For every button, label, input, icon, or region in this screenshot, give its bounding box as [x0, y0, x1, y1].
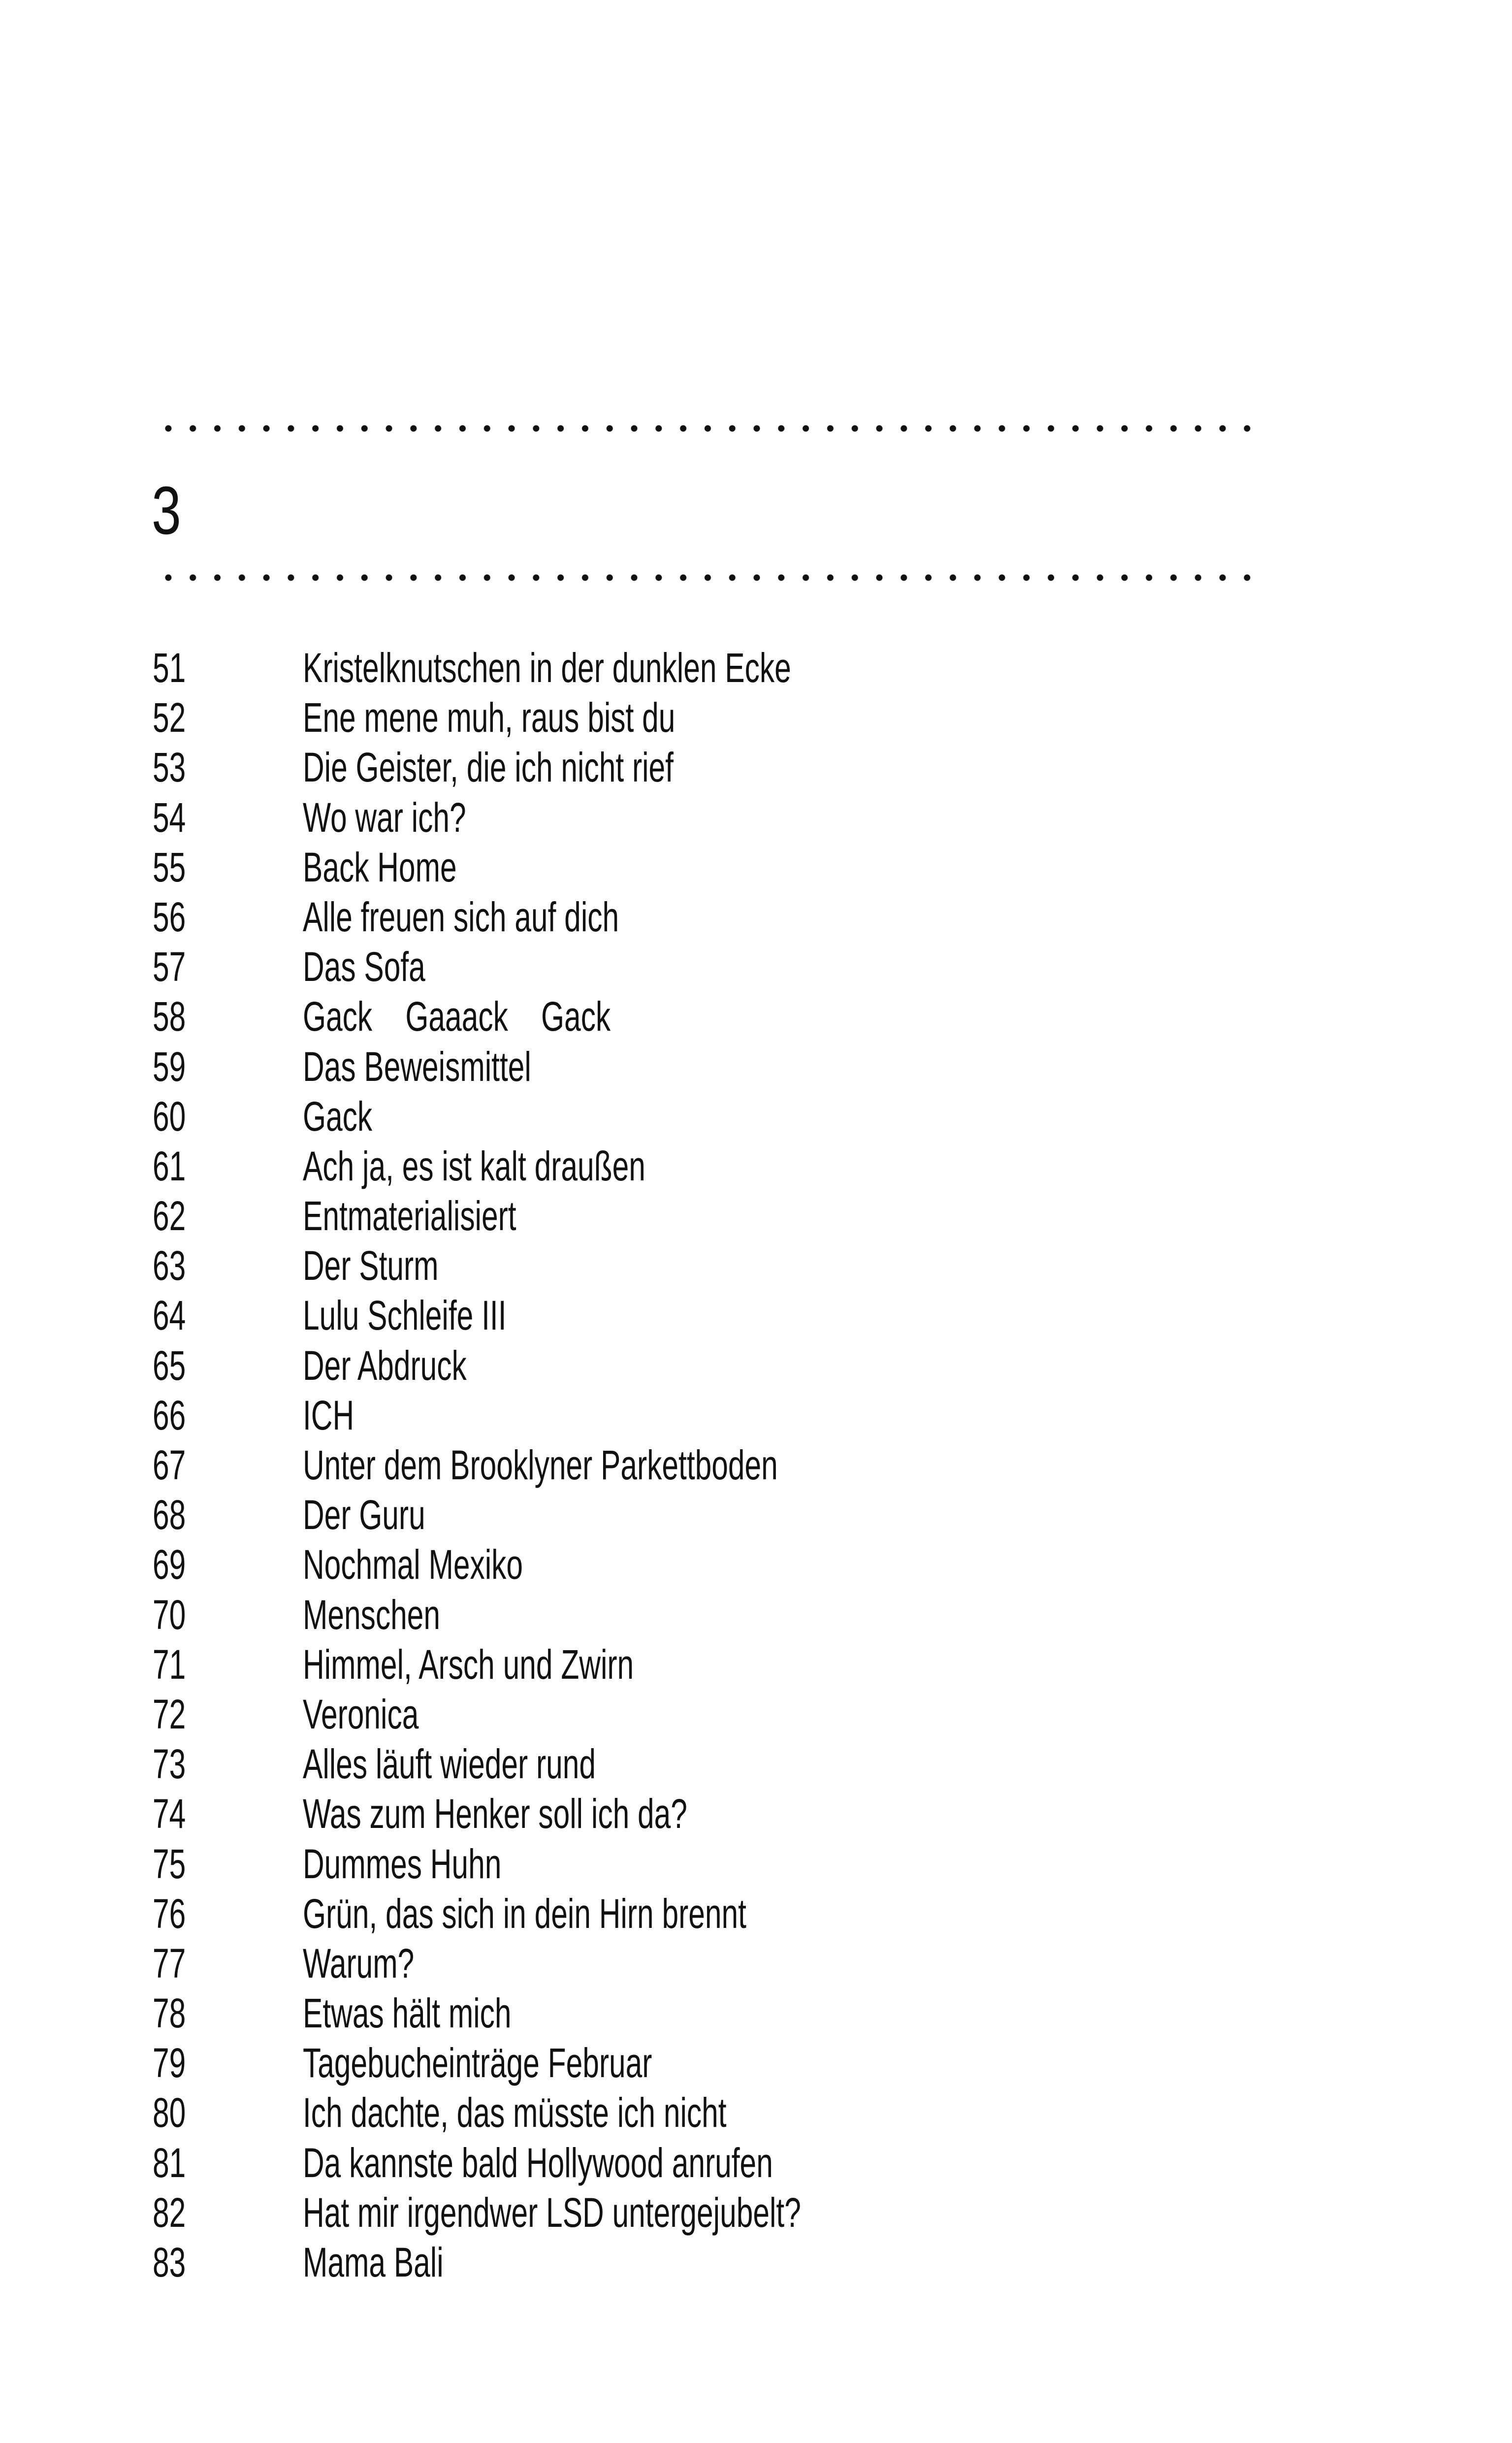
toc-entry: [153, 2138, 1285, 2188]
chapter-number: 62: [153, 1193, 186, 1239]
toc-entry: [153, 1490, 1285, 1540]
chapter-title: Grün, das sich in dein Hirn brennt: [303, 1890, 746, 1937]
chapter-title: Warum?: [303, 1940, 415, 1987]
chapter-number: 74: [153, 1791, 186, 1837]
chapter-number: 58: [153, 993, 186, 1040]
chapter-title: Was zum Henker soll ich da?: [303, 1791, 687, 1837]
toc-entry: [153, 942, 1285, 992]
toc-entry: [153, 843, 1285, 892]
chapter-title: Alles läuft wieder rund: [303, 1741, 596, 1788]
chapter-title: Gack Gaaack Gack: [303, 993, 611, 1040]
chapter-number: 79: [153, 2040, 186, 2086]
chapter-title: Ene mene muh, raus bist du: [303, 694, 676, 741]
chapter-title: Lulu Schleife III: [303, 1292, 507, 1339]
toc-entry: [153, 1789, 1285, 1839]
table-of-contents: [153, 643, 1285, 2287]
chapter-title: Dummes Huhn: [303, 1840, 502, 1887]
chapter-number: 56: [153, 893, 186, 940]
chapter-number: 73: [153, 1741, 186, 1788]
toc-entry: [153, 1590, 1285, 1640]
toc-entry: [153, 2188, 1285, 2238]
dotted-divider-top: [156, 425, 1254, 432]
chapter-number: 55: [153, 844, 186, 890]
chapter-number: 83: [153, 2239, 186, 2285]
chapter-title: Alle freuen sich auf dich: [303, 893, 619, 940]
toc-entry: [153, 1939, 1285, 1988]
chapter-number: 61: [153, 1142, 186, 1189]
toc-entry: [153, 1391, 1285, 1440]
toc-entry: [153, 1839, 1285, 1889]
dotted-divider-bottom: [156, 574, 1254, 581]
chapter-title: Ich dachte, das müsste ich nicht: [303, 2089, 727, 2136]
chapter-number: 68: [153, 1492, 186, 1538]
chapter-title: Das Beweismittel: [303, 1043, 531, 1090]
chapter-title: ICH: [303, 1392, 354, 1438]
chapter-title: Menschen: [303, 1591, 441, 1638]
toc-entry: [153, 1042, 1285, 1092]
chapter-title: Veronica: [303, 1691, 419, 1737]
chapter-title: Der Guru: [303, 1492, 425, 1538]
toc-entry: [153, 1291, 1285, 1340]
chapter-number: 52: [153, 694, 186, 741]
chapter-number: 78: [153, 1990, 186, 2037]
toc-entry: [153, 693, 1285, 743]
chapter-number: 67: [153, 1442, 186, 1488]
chapter-title: Der Sturm: [303, 1242, 439, 1289]
chapter-title: Das Sofa: [303, 944, 425, 990]
toc-entry: [153, 1191, 1285, 1241]
chapter-number: 65: [153, 1342, 186, 1389]
chapter-number: 66: [153, 1392, 186, 1438]
toc-entry: [153, 1640, 1285, 1690]
toc-entry: [153, 1241, 1285, 1291]
toc-entry: [153, 1988, 1285, 2038]
toc-entry: [153, 1092, 1285, 1141]
chapter-title: Back Home: [303, 844, 457, 890]
toc-entry: [153, 793, 1285, 843]
chapter-number: 54: [153, 794, 186, 841]
chapter-number: 63: [153, 1242, 186, 1289]
chapter-number: 80: [153, 2089, 186, 2136]
chapter-title: Tagebucheinträge Februar: [303, 2040, 652, 2086]
toc-entry: [153, 2038, 1285, 2088]
chapter-number: 70: [153, 1591, 186, 1638]
chapter-number: 51: [153, 645, 186, 691]
chapter-title: Ach ja, es ist kalt draußen: [303, 1142, 645, 1189]
chapter-title: Wo war ich?: [303, 794, 466, 841]
toc-entry: [153, 1889, 1285, 1939]
chapter-number: 57: [153, 944, 186, 990]
toc-entry: [153, 2088, 1285, 2138]
chapter-number: 71: [153, 1641, 186, 1688]
chapter-number: 81: [153, 2139, 186, 2186]
toc-entry: [153, 1341, 1285, 1391]
toc-entry: [153, 1141, 1285, 1191]
chapter-number: 72: [153, 1691, 186, 1737]
toc-entry: [153, 1739, 1285, 1789]
chapter-number: 59: [153, 1043, 186, 1090]
chapter-title: Die Geister, die ich nicht rief: [303, 744, 674, 791]
chapter-title: Entmaterialisiert: [303, 1193, 516, 1239]
chapter-title: Hat mir irgendwer LSD untergejubelt?: [303, 2189, 801, 2236]
chapter-title: Mama Bali: [303, 2239, 444, 2285]
toc-entry: [153, 1540, 1285, 1590]
chapter-title: Nochmal Mexiko: [303, 1541, 523, 1588]
chapter-title: Gack: [303, 1093, 373, 1140]
chapter-number: 64: [153, 1292, 186, 1339]
chapter-title: Etwas hält mich: [303, 1990, 512, 2037]
toc-entry: [153, 992, 1285, 1042]
chapter-title: Unter dem Brooklyner Parkettboden: [303, 1442, 778, 1488]
toc-entry: [153, 892, 1285, 942]
toc-entry: [153, 1440, 1285, 1490]
toc-entry: [153, 1690, 1285, 1739]
part-number: 3: [152, 473, 181, 549]
chapter-title: Kristelknutschen in der dunklen Ecke: [303, 645, 791, 691]
chapter-title: Himmel, Arsch und Zwirn: [303, 1641, 634, 1688]
chapter-title: Der Abdruck: [303, 1342, 467, 1389]
chapter-number: 53: [153, 744, 186, 791]
chapter-number: 76: [153, 1890, 186, 1937]
chapter-number: 69: [153, 1541, 186, 1588]
chapter-number: 82: [153, 2189, 186, 2236]
chapter-number: 77: [153, 1940, 186, 1987]
toc-entry: [153, 643, 1285, 693]
chapter-number: 60: [153, 1093, 186, 1140]
chapter-number: 75: [153, 1840, 186, 1887]
chapter-title: Da kannste bald Hollywood anrufen: [303, 2139, 773, 2186]
toc-entry: [153, 743, 1285, 792]
toc-entry: [153, 2238, 1285, 2287]
